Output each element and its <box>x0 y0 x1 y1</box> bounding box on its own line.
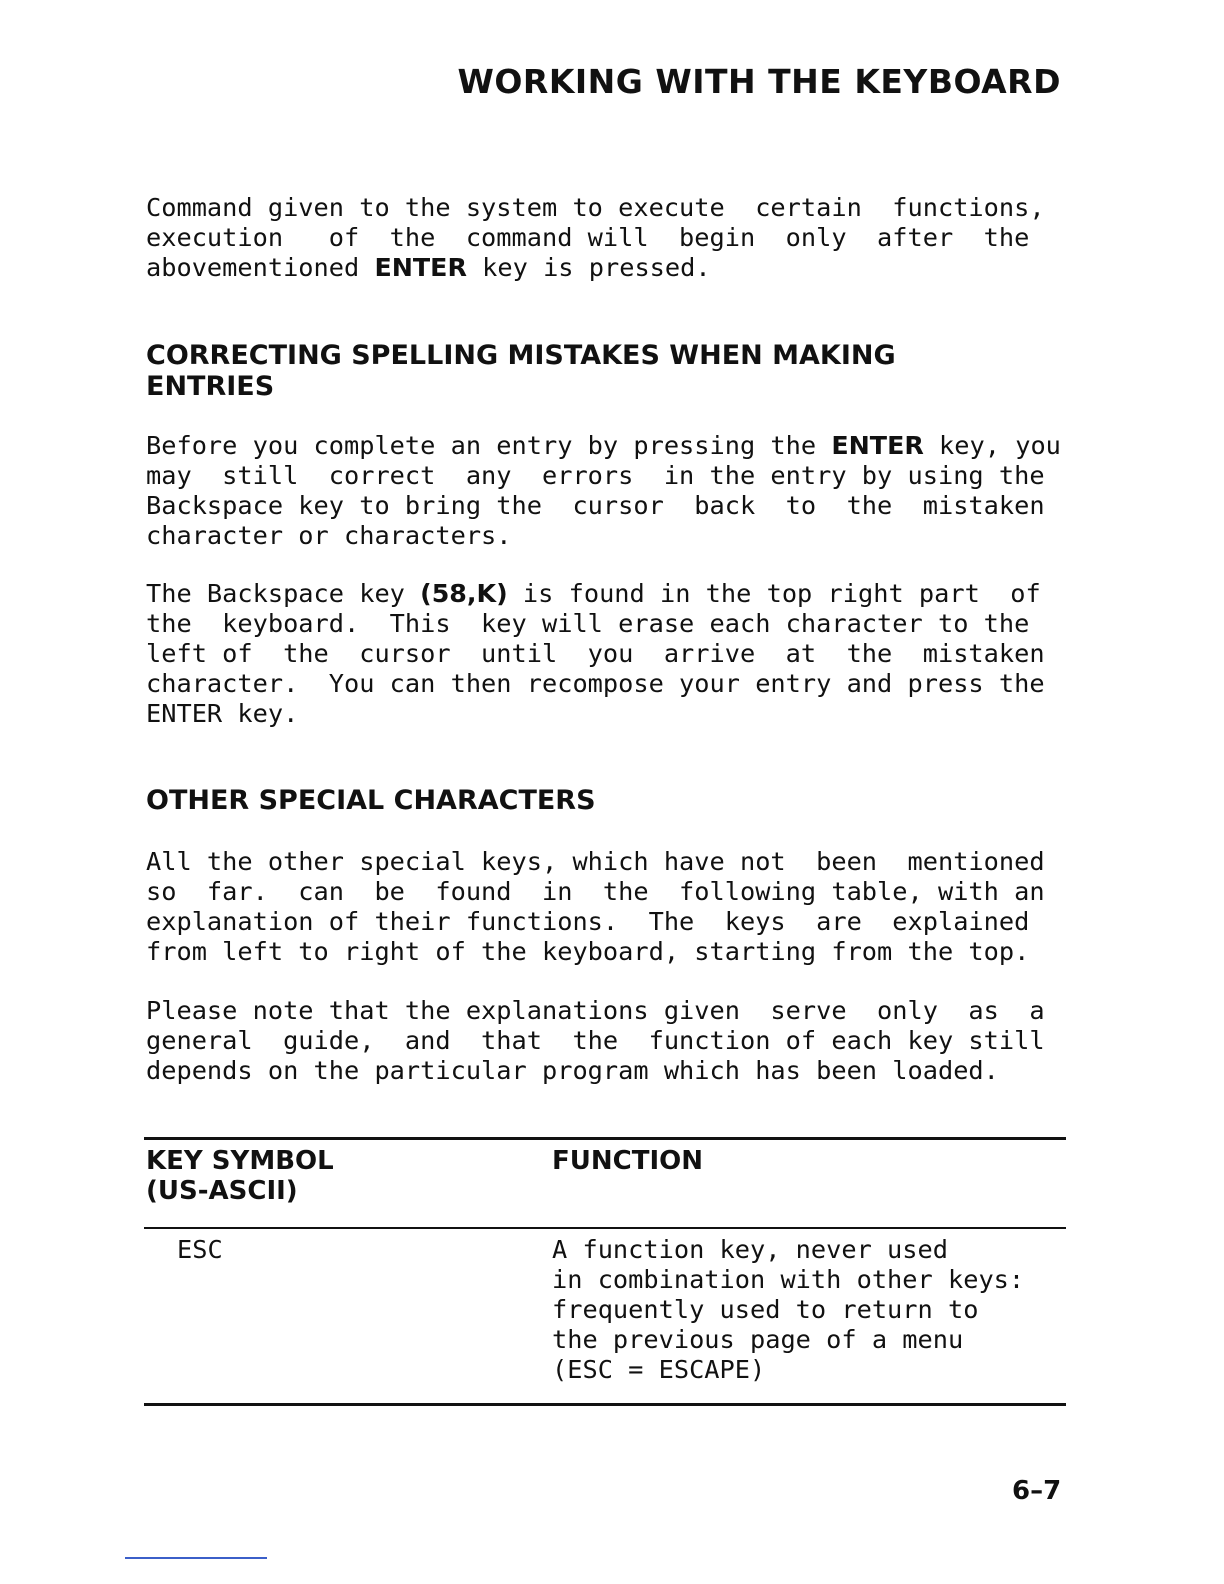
para-start: Before you complete an entry by pressing the <box>146 431 832 460</box>
table-header-function: FUNCTION <box>552 1146 703 1176</box>
backspace-key-code: (58,K) <box>420 579 508 608</box>
table-cell-key: ESC <box>177 1235 223 1264</box>
enter-key-label: ENTER <box>374 253 467 282</box>
intro-line-2: execution of the command will begin only after the <box>146 223 1030 252</box>
para-start: The Backspace key <box>146 579 421 608</box>
correcting-paragraph-2 <box>146 579 1066 729</box>
intro-paragraph <box>146 193 1066 283</box>
table-top-rule <box>144 1137 1066 1140</box>
scan-edge-line <box>125 1557 267 1559</box>
special-paragraph-1: All the other special keys, which have not been mentioned so far. can be found in the following table, with an explanation of their functions. The keys are explained from left to right of the keyboard, starting from the top. <box>146 847 1045 966</box>
correcting-paragraph-1 <box>146 431 1066 551</box>
section-heading-special-characters: OTHER SPECIAL CHARACTERS <box>146 785 596 816</box>
table-header-key-symbol: KEY SYMBOL (US-ASCII) <box>146 1146 334 1206</box>
intro-line-3: abovementioned <box>146 253 375 282</box>
special-paragraph-2: Please note that the explanations given serve only as a general guide, and that the function of each key still depends on the particular program which has been loaded. <box>146 996 1045 1085</box>
para-rest: is found in the top right part of the keyboard. This key will erase each character to the left of the cursor until you arrive at the mistaken character. You can then recompose your entry and press the ENTER key. <box>146 579 1045 728</box>
page-header-title: WORKING WITH THE KEYBOARD <box>457 62 1061 101</box>
table-bottom-rule <box>144 1403 1066 1406</box>
intro-line-1: Command given to the system to execute certain functions, <box>146 193 1045 222</box>
table-cell-function: A function key, never used in combination with other keys: frequently used to return to the previous page of a menu (ESC = ESCAPE) <box>552 1235 1025 1384</box>
intro-tail: key is pressed. <box>466 253 711 282</box>
section-heading-correcting: CORRECTING SPELLING MISTAKES WHEN MAKING ENTRIES <box>146 340 896 402</box>
table-header-rule <box>144 1227 1066 1229</box>
para-rest: key, you may still correct any errors in the entry by using the Backspace key to bring the cursor back to the mistaken character or characters. <box>146 431 1061 550</box>
enter-key-label: ENTER <box>831 431 924 460</box>
page-number: 6–7 <box>1012 1476 1062 1506</box>
